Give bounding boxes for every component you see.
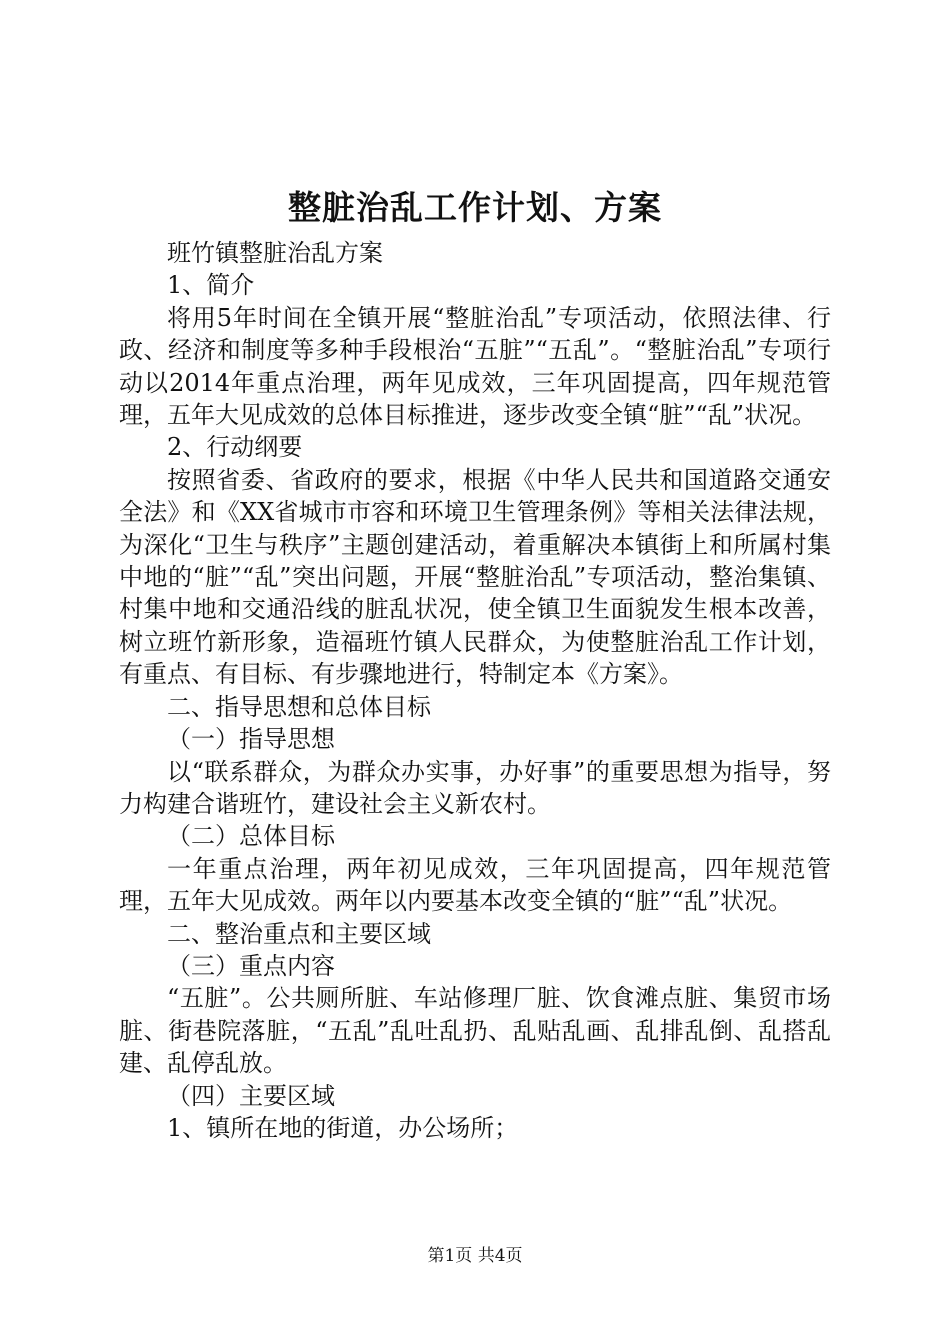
paragraph: 按照省委、省政府的要求，根据《中华人民共和国道路交通安全法》和《XX省城市市容和环境卫生管理条例》等相关法律法规，为深化“卫生与秩序”主题创建活动，着重解决本镇街上和所属村集中地的“脏”“乱”突出问题，开展“整脏治乱”专项活动，整治集镇、村集中地和交通沿线的脏乱状况，使全镇卫生面貌发生根本改善，树立班竹新形象，造福班竹镇人民群众，为使整脏治乱工作计划，有重点、有目标、有步骤地进行，特制定本《方案》。 <box>119 465 831 689</box>
paragraph: 一年重点治理，两年初见成效，三年巩固提高，四年规范管理，五年大见成效。两年以内要基本改变全镇的“脏”“乱”状况。 <box>119 854 831 916</box>
paragraph: 1、镇所在地的街道，办公场所； <box>167 1113 519 1142</box>
paragraph-heading: 1、简介 <box>167 271 255 300</box>
paragraph-heading: （一）指导思想 <box>167 725 335 754</box>
paragraph-heading: （二）总体目标 <box>167 822 335 851</box>
paragraph-heading: 2、行动纲要 <box>167 433 303 462</box>
paragraph: 将用5年时间在全镇开展“整脏治乱”专项活动，依照法律、行政、经济和制度等多种手段根治“五脏”“五乱”。“整脏治乱”专项行动以2014年重点治理，两年见成效，三年巩固提高，四年规范管理，五年大见成效的总体目标推进，逐步改变全镇“脏”“乱”状况。 <box>119 303 831 430</box>
document-body <box>119 237 831 1144</box>
paragraph-heading: 班竹镇整脏治乱方案 <box>167 239 383 267</box>
paragraph-heading: 二、整治重点和主要区域 <box>167 919 431 948</box>
page-number-footer: 第1页 共4页 <box>427 1246 523 1266</box>
paragraph-heading: 二、指导思想和总体目标 <box>167 692 431 721</box>
document-title: 整脏治乱工作计划、方案 <box>288 188 662 227</box>
paragraph: “五脏”。公共厕所脏、车站修理厂脏、饮食滩点脏、集贸市场脏、街巷院落脏，“五乱”乱吐乱扔、乱贴乱画、乱排乱倒、乱搭乱建、乱停乱放。 <box>119 984 831 1078</box>
paragraph: 以“联系群众，为群众办实事，办好事”的重要思想为指导，努力构建合谐班竹，建设社会主义新农村。 <box>119 757 831 818</box>
paragraph-heading: （四）主要区域 <box>167 1081 335 1110</box>
paragraph-heading: （三）重点内容 <box>167 951 335 980</box>
